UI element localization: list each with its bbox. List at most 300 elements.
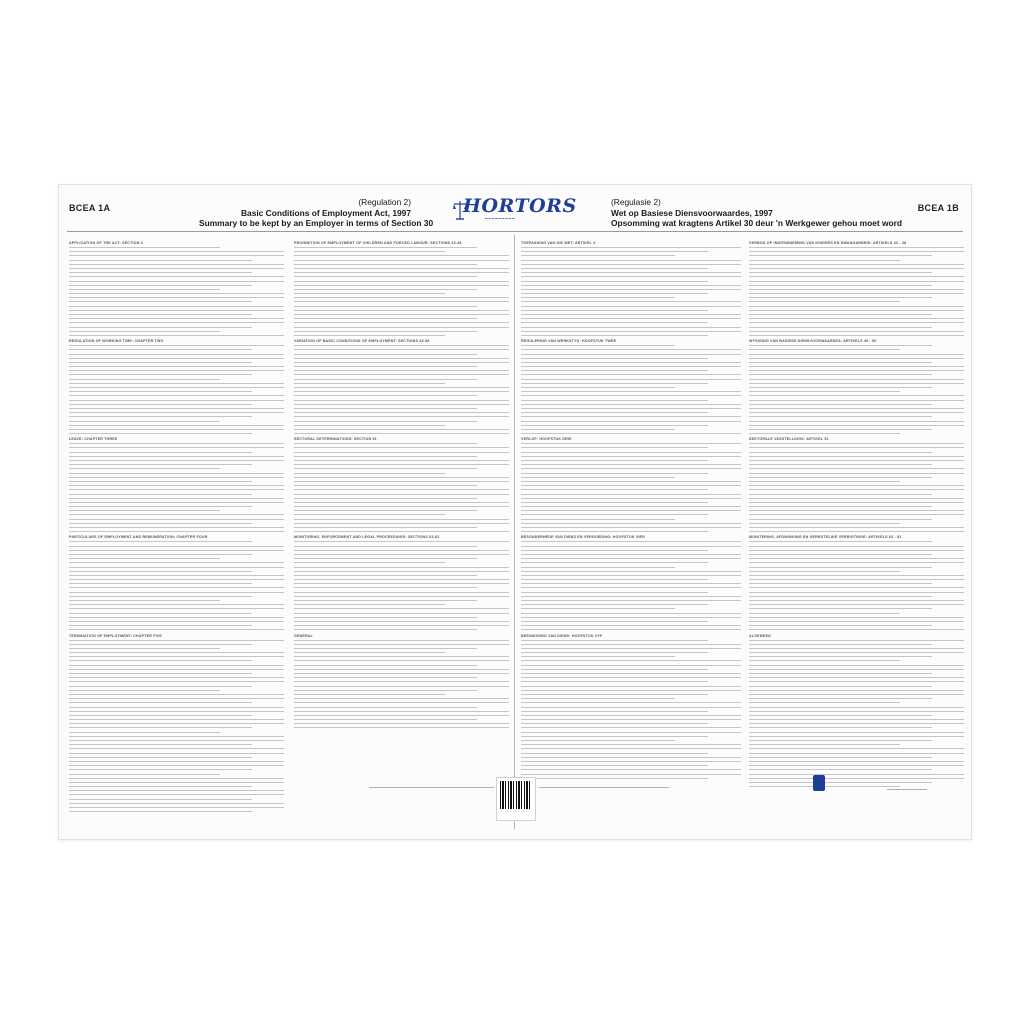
afrikaans-column-1: [521, 239, 741, 782]
text-line: [69, 400, 284, 401]
text-line: [521, 354, 741, 355]
text-line: [749, 408, 964, 409]
text-line: [69, 443, 284, 444]
footer-line-right: [539, 787, 669, 788]
text-line: [749, 379, 964, 380]
text-line: [521, 514, 708, 515]
text-line: [749, 447, 964, 448]
text-line: [749, 644, 932, 645]
text-line: [749, 400, 964, 401]
text-line: [294, 379, 477, 380]
text-line: [69, 494, 252, 495]
text-line: [521, 744, 741, 745]
text-line: [749, 468, 964, 469]
text-line: [69, 782, 284, 783]
text-line: [294, 293, 445, 294]
text-line: [294, 395, 477, 396]
text-line: [294, 608, 509, 609]
section-heading: BESONDERHEDE VAN DIENS EN VERGOEDING: HOOFSTUK VIER: [521, 535, 645, 540]
text-line: [69, 276, 284, 277]
text-line: [69, 652, 284, 653]
text-line: [749, 723, 964, 724]
text-line: [521, 301, 741, 302]
text-line: [69, 648, 220, 649]
text-line: [69, 665, 284, 666]
text-line: [749, 694, 964, 695]
text-line: [294, 617, 477, 618]
text-line: [749, 293, 964, 294]
text-line: [521, 740, 675, 741]
text-line: [69, 452, 252, 453]
text-line: [521, 502, 708, 503]
text-line: [749, 247, 964, 248]
text-line: [69, 306, 284, 307]
text-line: [521, 425, 708, 426]
text-line: [521, 383, 708, 384]
text-line: [294, 400, 509, 401]
text-line: [294, 583, 509, 584]
text-line: [749, 477, 932, 478]
text-line: [69, 604, 284, 605]
section-heading: BEEINDIGING VAN DIENS: HOOFSTUK VYF: [521, 633, 603, 638]
text-line: [749, 640, 964, 641]
text-line: [294, 412, 509, 413]
text-line: [69, 640, 284, 641]
text-line: [749, 391, 900, 392]
text-line: [294, 416, 509, 417]
text-line: [749, 281, 964, 282]
text-line: [69, 660, 252, 661]
text-line: [749, 748, 964, 749]
text-line: [749, 753, 964, 754]
text-line: [749, 285, 932, 286]
text-line: [69, 778, 284, 779]
text-line: [749, 579, 964, 580]
text-line: [294, 562, 445, 563]
text-line: [69, 592, 284, 593]
text-line: [69, 527, 284, 528]
text-line: [294, 648, 477, 649]
text-line: [294, 719, 477, 720]
text-line: [521, 374, 741, 375]
text-line: [69, 719, 284, 720]
text-line: [521, 349, 741, 350]
text-line: [749, 571, 900, 572]
text-line: [521, 640, 708, 641]
text-line: [749, 354, 964, 355]
text-line: [69, 765, 284, 766]
section-heading: PROHIBITION OF EMPLOYMENT OF CHILDREN AND FORCED LABOUR: SECTIONS 43-48: [294, 241, 462, 245]
text-line: [69, 707, 284, 708]
text-line: [521, 429, 675, 430]
text-line: [294, 587, 477, 588]
text-line: [294, 629, 477, 630]
text-line: [294, 464, 509, 465]
publisher-mark-icon: [813, 775, 825, 791]
text-line: [294, 322, 509, 323]
text-line: [749, 301, 900, 302]
text-line: [749, 596, 932, 597]
text-line: [69, 255, 284, 256]
text-line: [749, 485, 964, 486]
text-line: [521, 732, 741, 733]
text-line: [294, 468, 477, 469]
text-line: [69, 391, 252, 392]
text-line: [521, 404, 741, 405]
text-line: [69, 629, 284, 630]
text-line: [521, 600, 741, 601]
text-line: [749, 481, 900, 482]
text-line: [749, 433, 900, 434]
text-line: [521, 285, 741, 286]
hortors-logo: [455, 191, 577, 229]
text-line: [749, 456, 964, 457]
text-line: [69, 318, 284, 319]
text-line: [69, 383, 284, 384]
text-line: [521, 677, 741, 678]
text-line: [294, 264, 477, 265]
text-line: [69, 523, 252, 524]
text-line: [521, 769, 741, 770]
text-line: [749, 686, 932, 687]
text-line: [521, 251, 708, 252]
text-line: [521, 719, 741, 720]
text-line: [749, 711, 964, 712]
section-heading: SEKTORALE VASSTELLINGS: ARTIKEL 51: [749, 437, 829, 442]
text-line: [521, 506, 741, 507]
text-line: [521, 625, 741, 626]
barcode-icon: [496, 777, 536, 821]
text-line: [294, 404, 509, 405]
text-line: [294, 276, 477, 277]
text-line: [294, 456, 477, 457]
text-line: [521, 665, 741, 666]
section-heading: MONITORING, ENFORCEMENT AND LEGAL PROCEEDINGS: SECTIONS 63-81: [294, 535, 440, 540]
text-line: [749, 297, 932, 298]
text-line: [69, 404, 252, 405]
english-title-block: [199, 197, 434, 229]
bcea-poster: [58, 184, 972, 840]
text-line: [749, 370, 964, 371]
text-line: [521, 264, 741, 265]
text-line: [69, 757, 252, 758]
text-line: [749, 251, 964, 252]
text-line: [294, 374, 509, 375]
text-line: [521, 345, 675, 346]
text-line: [69, 425, 284, 426]
text-line: [749, 264, 964, 265]
text-line: [69, 327, 252, 328]
text-line: [294, 318, 477, 319]
text-line: [749, 314, 932, 315]
text-line: [521, 527, 741, 528]
text-line: [521, 489, 708, 490]
text-line: [521, 592, 708, 593]
text-line: [69, 583, 252, 584]
text-line: [69, 349, 252, 350]
text-line: [521, 748, 741, 749]
text-line: [521, 370, 708, 371]
text-line: [749, 617, 964, 618]
language-divider: [514, 235, 515, 829]
text-line: [521, 335, 708, 336]
text-line: [294, 358, 509, 359]
text-line: [69, 711, 284, 712]
section-heading: MONITERING, AFDWINGING EN GEREGTELIKE VERRIGTINGE: ARTIKELS 63 - 81: [749, 535, 902, 540]
text-line: [294, 481, 509, 482]
text-line: [521, 550, 708, 551]
text-line: [749, 523, 900, 524]
text-line: [69, 625, 252, 626]
text-line: [294, 541, 509, 542]
text-line: [69, 460, 284, 461]
text-line: [521, 587, 741, 588]
text-line: [294, 370, 509, 371]
text-line: [749, 736, 964, 737]
text-line: [749, 395, 964, 396]
text-line: [749, 761, 964, 762]
text-line: [749, 558, 964, 559]
text-line: [294, 592, 509, 593]
text-line: [749, 778, 964, 779]
text-line: [294, 506, 509, 507]
text-line: [294, 527, 477, 528]
text-line: [294, 272, 509, 273]
text-line: [749, 592, 964, 593]
text-line: [294, 596, 509, 597]
text-line: [749, 774, 964, 775]
text-line: [294, 690, 477, 691]
text-line: [294, 665, 477, 666]
text-line: [521, 723, 708, 724]
text-line: [69, 293, 284, 294]
text-line: [749, 550, 964, 551]
text-line: [69, 546, 284, 547]
text-line: [521, 652, 708, 653]
text-line: [749, 331, 964, 332]
text-line: [749, 318, 964, 319]
text-line: [521, 656, 675, 657]
text-line: [294, 366, 477, 367]
text-line: [749, 575, 964, 576]
text-line: [749, 719, 964, 720]
text-line: [294, 255, 509, 256]
text-line: [749, 608, 932, 609]
text-line: [69, 335, 284, 336]
text-line: [521, 433, 741, 434]
section-heading: ALGEMEEN: [749, 633, 771, 638]
logo-underline: ━━━━━━━━━: [485, 216, 516, 221]
text-line: [294, 546, 477, 547]
text-line: [294, 613, 509, 614]
afrikaans-title-block: [611, 197, 902, 229]
text-line: [69, 412, 284, 413]
text-line: [69, 481, 252, 482]
text-line: [294, 656, 509, 657]
section-heading: VERLOF: HOOFSTUK DRIE: [521, 437, 572, 442]
text-line: [521, 281, 708, 282]
section-heading: PARTICULARS OF EMPLOYMENT AND REMUNERATION: CHAPTER FOUR: [69, 535, 208, 540]
text-line: [294, 489, 509, 490]
text-line: [749, 604, 964, 605]
text-line: [749, 554, 932, 555]
text-line: [69, 514, 284, 515]
text-line: [69, 272, 252, 273]
afrikaans-summary: Opsomming wat kragtens Artikel 30 deur 'n Werkgewer gehou moet word: [611, 218, 902, 228]
section-heading: WYSIGING VAN BASIESE DIENSVOORWAARDES: ARTIKELS 49 - 50: [749, 339, 877, 344]
text-line: [521, 468, 741, 469]
text-line: [521, 379, 741, 380]
section-heading: GENERAL: [294, 633, 313, 638]
text-line: [749, 506, 932, 507]
text-line: [294, 571, 509, 572]
text-line: [521, 276, 741, 277]
text-line: [749, 531, 964, 532]
text-line: [521, 314, 741, 315]
text-line: [294, 694, 445, 695]
text-line: [294, 425, 445, 426]
text-line: [69, 617, 284, 618]
text-line: [749, 765, 964, 766]
text-line: [521, 464, 741, 465]
text-line: [749, 416, 932, 417]
text-line: [69, 345, 284, 346]
text-line: [521, 255, 675, 256]
text-line: [294, 502, 509, 503]
text-line: [294, 579, 509, 580]
text-line: [69, 395, 284, 396]
text-line: [69, 433, 252, 434]
text-line: [69, 354, 284, 355]
text-line: [521, 400, 708, 401]
text-line: [294, 429, 509, 430]
text-line: [749, 656, 932, 657]
english-summary: Summary to be kept by an Employer in terms of Section 30: [199, 218, 434, 228]
text-line: [69, 608, 284, 609]
text-line: [749, 460, 964, 461]
text-line: [294, 681, 509, 682]
text-line: [749, 289, 964, 290]
text-line: [294, 621, 509, 622]
text-line: [69, 247, 220, 248]
text-line: [749, 621, 964, 622]
text-line: [521, 617, 741, 618]
text-line: [294, 625, 509, 626]
english-column-1: [69, 239, 284, 815]
text-line: [294, 567, 509, 568]
afrikaans-act-title: Wet op Basiese Diensvoorwaardes, 1997: [611, 207, 773, 218]
text-line: [294, 433, 509, 434]
text-line: [294, 310, 509, 311]
text-line: [521, 702, 741, 703]
text-line: [294, 383, 445, 384]
text-line: [69, 519, 284, 520]
text-line: [521, 567, 675, 568]
text-line: [69, 673, 252, 674]
text-line: [69, 264, 284, 265]
text-line: [749, 727, 932, 728]
text-line: [521, 485, 741, 486]
text-line: [521, 456, 741, 457]
text-line: [69, 613, 252, 614]
text-line: [294, 443, 477, 444]
text-line: [521, 698, 675, 699]
text-line: [749, 345, 932, 346]
text-line: [749, 648, 964, 649]
text-line: [749, 349, 900, 350]
text-line: [521, 510, 741, 511]
text-line: [69, 732, 220, 733]
text-line: [69, 489, 284, 490]
text-line: [69, 799, 252, 800]
text-line: [749, 629, 964, 630]
text-line: [69, 456, 284, 457]
text-line: [69, 362, 252, 363]
text-line: [521, 473, 708, 474]
english-act-title: Basic Conditions of Employment Act, 1997: [240, 207, 411, 218]
text-line: [69, 786, 252, 787]
text-line: [749, 583, 932, 584]
text-line: [521, 690, 741, 691]
text-line: [294, 391, 509, 392]
footer-line-far-right: [887, 789, 927, 790]
text-line: [69, 498, 284, 499]
text-line: [521, 558, 741, 559]
text-line: [69, 744, 252, 745]
text-line: [749, 443, 964, 444]
text-line: [294, 260, 509, 261]
text-line: [294, 640, 509, 641]
text-line: [521, 753, 708, 754]
text-line: [69, 669, 284, 670]
text-line: [69, 596, 252, 597]
text-line: [69, 387, 284, 388]
text-line: [69, 600, 220, 601]
text-line: [69, 736, 284, 737]
text-line: [294, 473, 445, 474]
text-line: [749, 665, 964, 666]
text-line: [749, 660, 900, 661]
text-line: [749, 429, 932, 430]
text-line: [294, 558, 477, 559]
text-line: [69, 301, 252, 302]
text-line: [69, 268, 284, 269]
text-line: [521, 541, 741, 542]
text-line: [69, 621, 284, 622]
text-line: [749, 681, 964, 682]
text-line: [69, 310, 284, 311]
text-line: [294, 669, 509, 670]
text-line: [521, 416, 741, 417]
text-line: [294, 652, 445, 653]
text-line: [69, 571, 252, 572]
text-line: [69, 379, 220, 380]
text-line: [749, 425, 964, 426]
section-heading: SECTORAL DETERMINATIONS: SECTION 51: [294, 437, 377, 442]
afrikaans-column-2: [749, 239, 964, 790]
text-line: [69, 579, 284, 580]
text-line: [749, 625, 932, 626]
text-line: [294, 494, 509, 495]
text-line: [749, 502, 964, 503]
text-line: [69, 281, 284, 282]
text-line: [521, 765, 708, 766]
text-line: [69, 554, 252, 555]
text-line: [521, 391, 741, 392]
text-line: [521, 629, 741, 630]
text-line: [294, 554, 509, 555]
text-line: [749, 702, 900, 703]
